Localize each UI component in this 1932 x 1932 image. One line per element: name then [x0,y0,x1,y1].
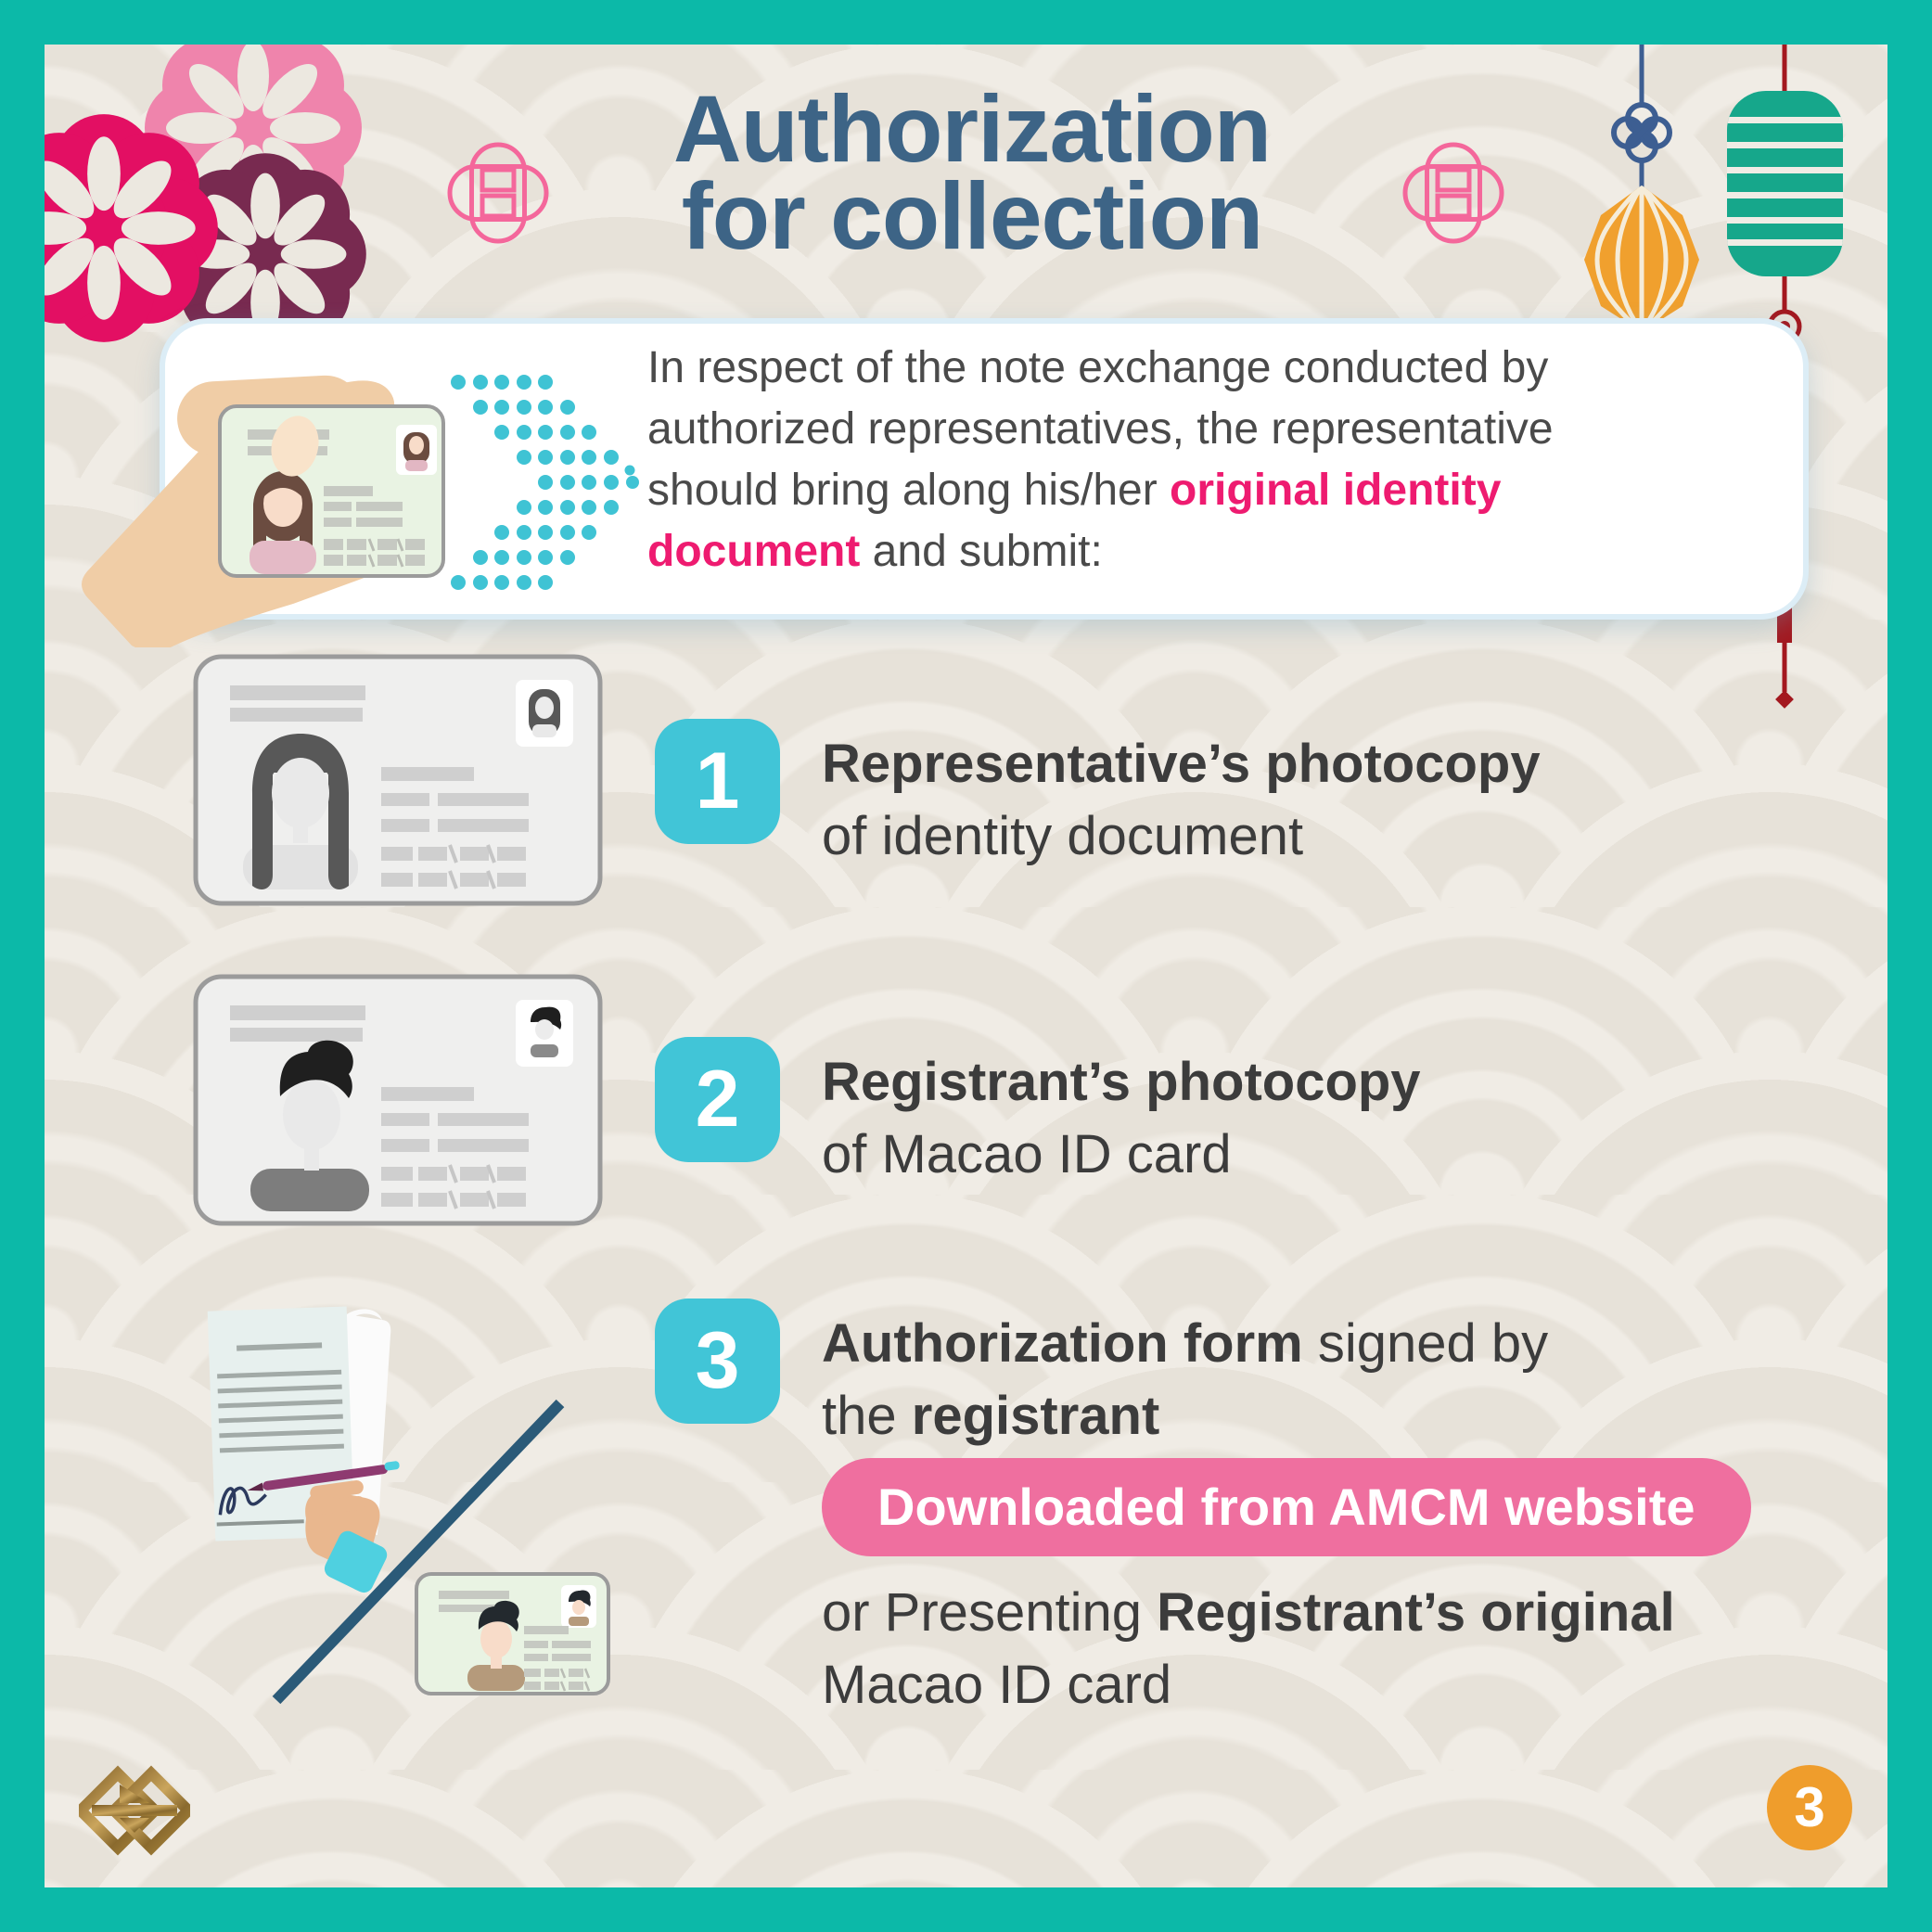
item-text [822,728,1541,873]
chinese-knot-icon [1402,142,1504,244]
item-subtitle: of Macao ID card [822,1124,1232,1184]
page-title [508,76,1436,269]
item-text [822,1308,1548,1452]
item-subtitle: of identity document [822,806,1304,866]
page-number-badge: 3 [1767,1765,1852,1850]
hand-holding-id-icon [70,351,460,647]
item-text [822,1046,1421,1191]
id-card-male-illustration [193,974,603,1226]
page-title-line1: Authorization [672,76,1272,182]
item-title: Representative’s photocopy [822,734,1541,794]
macao-id-card-illustration [415,1572,610,1695]
item-number-badge: 3 [655,1299,780,1424]
item-title: the registrant [822,1386,1160,1446]
intro-line: document and submit: [647,527,1103,576]
amcm-logo [79,1762,190,1859]
item-alt-line: Macao ID card [822,1655,1172,1715]
page-title-line2: for collection [681,163,1263,269]
content-panel [45,45,1887,1887]
item-number-badge: 2 [655,1037,780,1162]
chinese-knot-icon [447,142,549,244]
item-title: Registrant’s photocopy [822,1052,1421,1112]
intro-paragraph [647,338,1816,582]
dotted-arrow-icon [451,375,646,607]
intro-line: should bring along his/her original identity [647,466,1502,515]
intro-accent-text: original identity [1170,466,1502,515]
download-source-badge: Downloaded from AMCM website [822,1458,1751,1556]
intro-line: authorized representatives, the representative [647,404,1554,454]
item-title: Authorization form signed by [822,1313,1549,1374]
item-alt-line: or Presenting Registrant’s original [822,1582,1675,1643]
id-card-female-illustration [193,654,603,906]
item-alt-text [822,1577,1675,1721]
intro-accent-text: document [647,527,861,576]
item-number-badge: 1 [655,719,780,844]
intro-line: In respect of the note exchange conducted by [647,343,1549,392]
